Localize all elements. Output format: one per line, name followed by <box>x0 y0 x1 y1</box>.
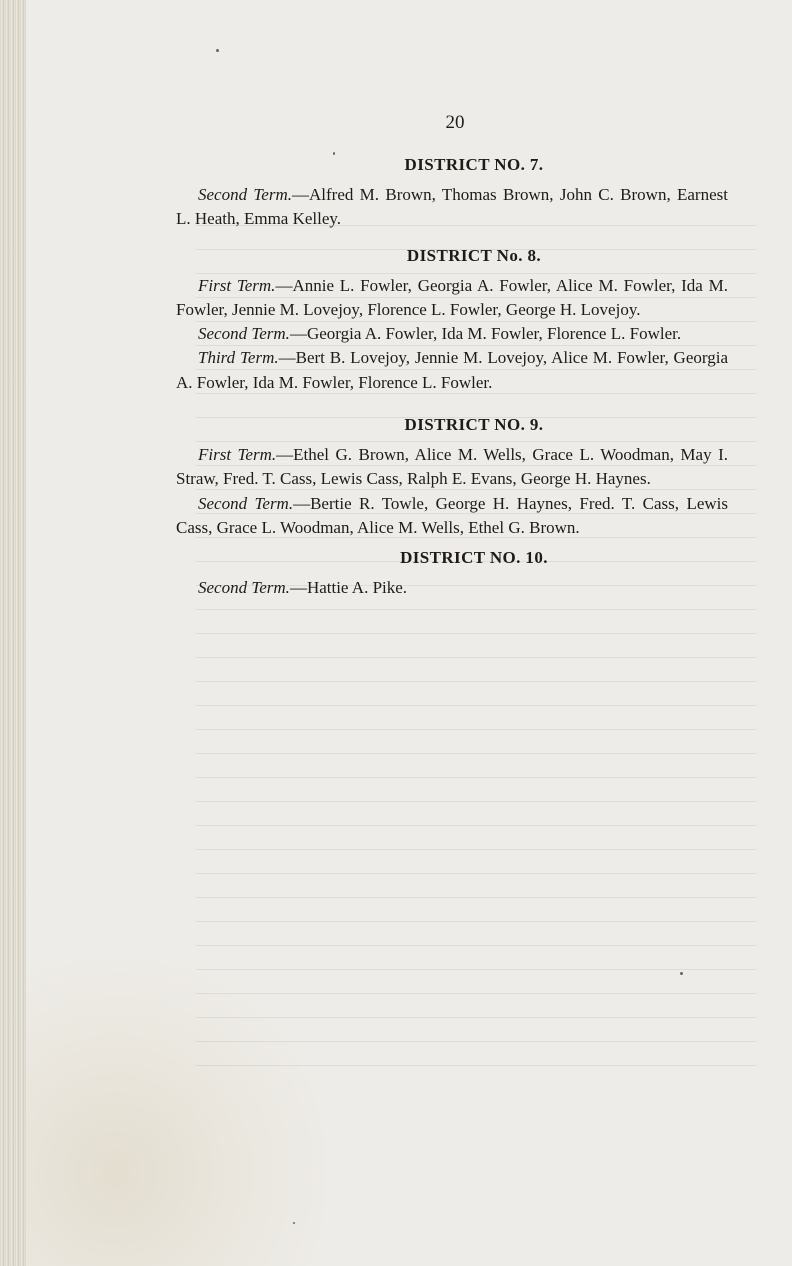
district-heading: DISTRICT NO. 10. <box>400 548 548 568</box>
term-entry <box>176 443 728 492</box>
term-entry <box>176 183 728 232</box>
page-edge <box>0 0 26 1266</box>
term-label: Second Term. <box>198 578 290 598</box>
page-content <box>176 153 728 601</box>
term-entry <box>176 274 728 323</box>
term-label: Second Term. <box>198 493 294 513</box>
term-names: —Bertie R. Towle, George H. Haynes, Fred. T. Cass, Lewis Cass, Grace L. Woodman, Alice M. Wells, Ethel G. Brown. <box>176 493 728 537</box>
district-heading: DISTRICT NO. 9. <box>404 415 544 435</box>
page-number: 20 <box>445 112 465 133</box>
term-names: —Alfred M. Brown, Thomas Brown, John C. Brown, Earnest L. Heath, Emma Kelley. <box>176 185 728 229</box>
ink-speck <box>680 972 683 975</box>
term-entry <box>176 346 728 395</box>
term-names: —Annie L. Fowler, Georgia A. Fowler, Alice M. Fowler, Ida M. Fowler, Jennie M. Lovejoy, Florence L. Fowler, George H. Lovejoy. <box>176 275 728 319</box>
term-label: Third Term. <box>198 348 279 368</box>
term-label: First Term. <box>198 275 276 295</box>
term-label: Second Term. <box>198 324 290 344</box>
term-entry <box>176 576 728 600</box>
ink-speck <box>293 1222 295 1224</box>
term-label: First Term. <box>198 445 277 465</box>
term-names: —Bert B. Lovejoy, Jennie M. Lovejoy, Alice M. Fowler, Georgia A. Fowler, Ida M. Fowler, Florence L. Fowler. <box>176 348 728 392</box>
term-label: Second Term. <box>198 185 292 204</box>
district-heading: DISTRICT NO. 7. <box>404 155 544 174</box>
ink-speck <box>216 49 219 52</box>
term-names: —Ethel G. Brown, Alice M. Wells, Grace L. Woodman, May I. Straw, Fred. T. Cass, Lewis Cass, Ralph E. Evans, George H. Haynes. <box>176 445 728 489</box>
term-names: —Hattie A. Pike. <box>289 578 408 598</box>
term-entry <box>176 322 728 346</box>
term-entry <box>176 492 728 541</box>
district-heading: DISTRICT No. 8. <box>406 245 542 265</box>
term-names: —Georgia A. Fowler, Ida M. Fowler, Florence L. Fowler. <box>289 324 682 344</box>
